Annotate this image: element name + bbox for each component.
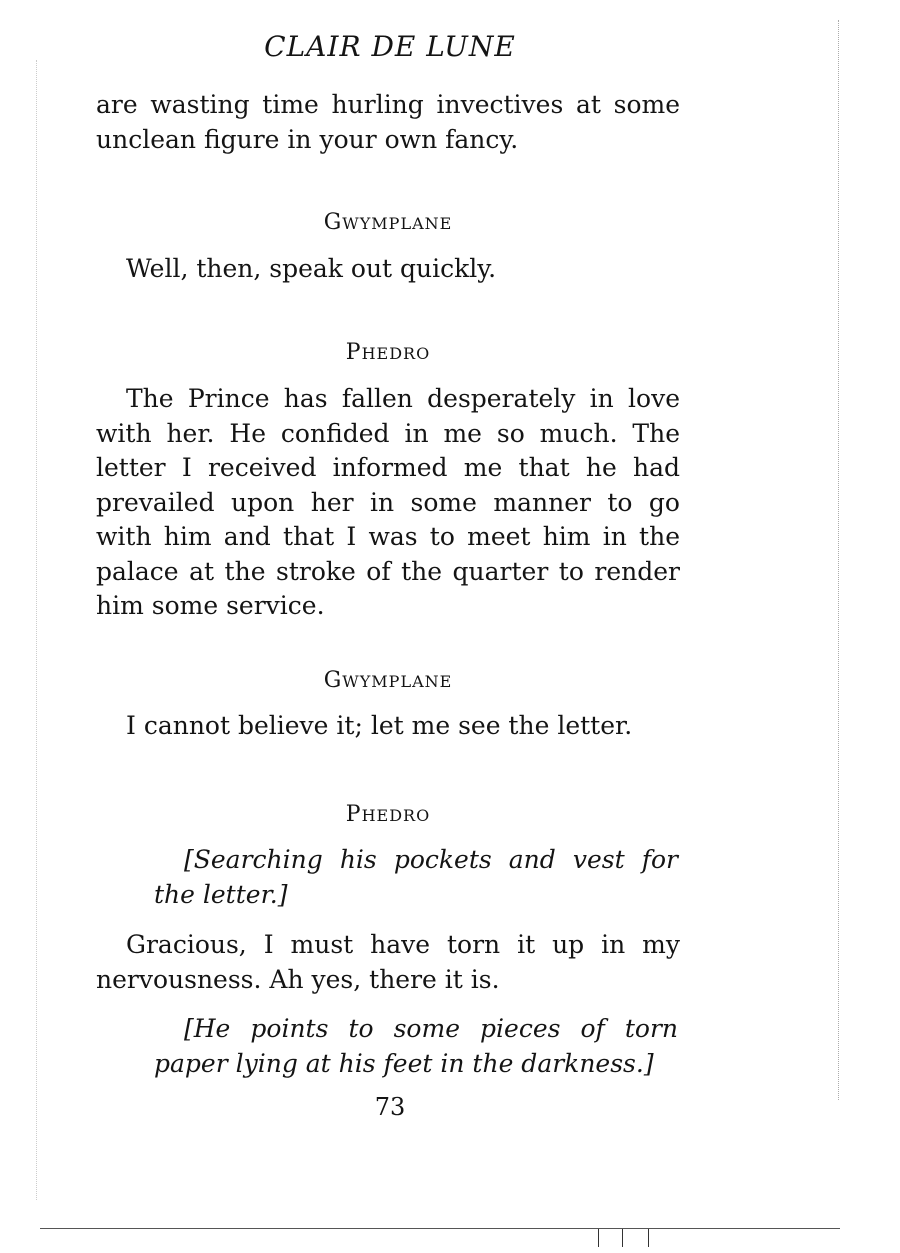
speaker-label	[96, 802, 680, 827]
speaker-initial: P	[345, 802, 362, 827]
page-number: 73	[374, 1093, 406, 1121]
speaker-initial: G	[323, 668, 343, 693]
bottom-rule	[40, 1228, 840, 1229]
speaker-label	[96, 340, 680, 365]
rule-tick	[622, 1229, 623, 1247]
speaker-label	[96, 668, 680, 693]
continuation-text: are wasting time hurling invectives at some unclean figure in your own fancy.	[96, 90, 680, 154]
speaker-rest: WYMPLANE	[342, 214, 453, 233]
rule-tick	[648, 1229, 649, 1247]
speaker-label	[96, 210, 680, 235]
running-head: CLAIR DE LUNE	[264, 30, 516, 63]
speech-text: Gracious, I must have torn it up in my nervousness. Ah yes, there it is.	[96, 930, 680, 994]
speech-text: Well, then, speak out quickly.	[126, 254, 497, 283]
stage-direction: [He points to some pieces of torn paper lying at his feet in the darkness.]	[154, 1014, 678, 1078]
left-page-edge	[36, 60, 37, 1200]
speaker-initial: G	[323, 210, 343, 235]
speaker-rest: HEDRO	[361, 344, 431, 363]
speaker-rest: HEDRO	[361, 806, 431, 825]
speaker-rest: WYMPLANE	[342, 672, 453, 691]
speech-text: I cannot believe it; let me see the letter.	[126, 711, 633, 740]
speaker-initial: P	[345, 340, 362, 365]
stage-direction: [Searching his pockets and vest for the letter.]	[154, 845, 678, 909]
rule-tick	[598, 1229, 599, 1247]
speech-text: The Prince has fallen desperately in love with her. He confided in me so much. The letter I received informed me that he had prevailed upon her in some manner to go with him and that I was to meet him in the palace at the stroke of the quarter to render him some service.	[96, 384, 680, 620]
right-page-edge	[838, 20, 839, 1100]
